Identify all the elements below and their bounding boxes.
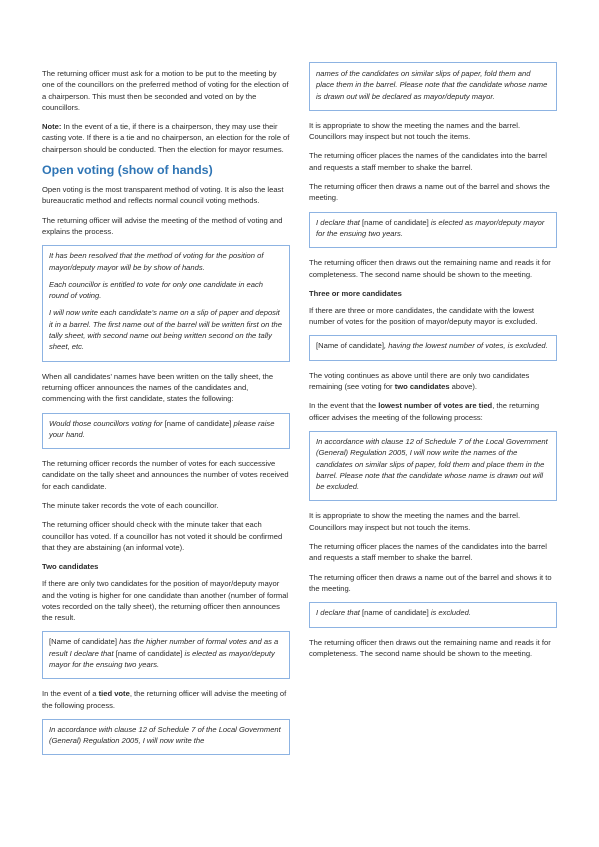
right-column: [309, 62, 557, 667]
script-text: I declare that: [316, 217, 363, 227]
script-box-clause-12-excluded: [309, 431, 557, 501]
script-box-lowest-votes: [309, 335, 557, 360]
script-text: please raise your hand.: [49, 418, 275, 439]
placeholder-text: [Name of candidate]: [49, 637, 117, 647]
paragraph-text: , the returning officer will advise the meeting of the following process.: [42, 689, 287, 710]
remaining-name-paragraph-2: The returning officer then draws out the remaining name and reads it for completeness. The second name should be shown to the meeting.: [309, 637, 551, 658]
show-names-paragraph-2: It is appropriate to show the meeting the names and the barrel. Councillors may inspect but not touch the items.: [309, 511, 521, 532]
script-line: names of the candidates on similar slips of paper, fold them and place them in the barrel. Please note that the candidate whose name is drawn out will be declared as mayor/deputy mayor.: [316, 69, 548, 101]
draw-paragraph: The returning officer then draws a name out of the barrel and shows the meeting.: [309, 182, 550, 203]
paragraph-text: above).: [449, 382, 477, 392]
draw-paragraph-2: The returning officer then draws a name out of the barrel and shows it to the meeting.: [309, 572, 552, 593]
paragraph-text: In the event of a: [42, 689, 99, 699]
bold-text: lowest number of votes are tied: [378, 401, 493, 411]
script-text: is elected as mayor/deputy mayor for the ensuing two years.: [49, 648, 275, 669]
note-label: Note:: [42, 122, 62, 132]
intro-paragraph: The returning officer must ask for a motion to be put to the meeting by one of the councillors on the preferred method of voting for the election of a chairperson. This must then be seconded and voted on by the councillors.: [42, 69, 289, 112]
placeholder-text: [Name of candidate]: [316, 341, 384, 351]
script-line: [316, 340, 550, 351]
script-line: [49, 636, 283, 670]
check-paragraph: The returning officer should check with the minute taker that each councillor has voted. If a councillor has not voted it should be confirmed that they are abstaining (an informal vote).: [42, 520, 283, 552]
script-line: It has been resolved that the method of voting for the position of mayor/deputy mayor will be by show of hands.: [49, 251, 264, 272]
script-box-elected: [309, 212, 557, 249]
note-paragraph: [42, 121, 290, 155]
method-paragraph: The returning officer will advise the meeting of the method of voting and explains the process.: [42, 215, 283, 236]
bold-text: two candidates: [394, 382, 450, 392]
script-text: Would those councillors voting for: [49, 418, 165, 428]
lowest-tied-paragraph: [309, 400, 557, 423]
script-box-excluded: [309, 602, 557, 627]
script-text: is excluded.: [428, 608, 471, 618]
script-line: [49, 418, 283, 441]
placeholder-text: [name of candidate]: [164, 418, 232, 428]
script-line: Each councillor is entitled to vote for only one candidate in each round of voting.: [49, 279, 264, 301]
records-paragraph: The returning officer records the number of votes for each successive candidate on the tally sheet and announces the number of votes received for each candidate.: [42, 459, 289, 491]
left-column: [42, 68, 290, 764]
paragraph-text: In the event that the: [309, 401, 379, 411]
show-names-paragraph: It is appropriate to show the meeting the names and the barrel. Councillors may inspect but not touch the items.: [309, 120, 521, 142]
tally-paragraph: When all candidates’ names have been written on the tally sheet, the returning officer announces the names of the candidates and, commencing with the first candidate, states the following:: [42, 371, 274, 404]
subheading-three-or-more: Three or more candidates: [309, 288, 402, 298]
paragraph-text: , the returning officer advises the meeting of the following process:: [309, 401, 540, 422]
two-candidates-paragraph: If there are only two candidates for the position of mayor/deputy mayor and the voting is higher for one candidate than another (number of formal votes recorded on the tally sheet), the returning officer then announces the result.: [42, 579, 289, 623]
script-box-raise-hand: [42, 413, 290, 450]
section-heading: Open voting (show of hands): [42, 163, 213, 178]
placeholder-text: [name of candidate]: [362, 217, 429, 227]
script-text: has the higher number of formal votes and as a result I declare that: [49, 637, 279, 658]
script-line: In accordance with clause 12 of Schedule 7 of the Local Government (General) Regulation 2005, I will now write the: [49, 724, 281, 746]
script-text: I declare that: [316, 608, 363, 618]
minute-taker-paragraph: The minute taker records the vote of each councillor.: [42, 501, 219, 511]
barrel-paragraph: The returning officer places the names of the candidates into the barrel and requests a staff member to shake the barrel.: [309, 151, 547, 172]
subheading-two-candidates: Two candidates: [42, 562, 99, 572]
script-line: [316, 607, 550, 618]
three-or-more-paragraph: If there are three or more candidates, the candidate with the lowest number of votes for the position of mayor/deputy mayor is excluded.: [309, 305, 538, 327]
remaining-name-paragraph: The returning officer then draws out the remaining name and reads it for completeness. The second name should be shown to the meeting.: [309, 258, 551, 279]
script-box-result: [42, 631, 290, 679]
voting-continues-paragraph: [309, 370, 557, 393]
script-text: , having the lowest number of votes, is excluded.: [383, 341, 548, 351]
script-box-clause-12: [42, 719, 290, 756]
script-line: I will now write each candidate’s name on a slip of paper and deposit it in a barrel. The first name out of the barrel will be written first on the tally sheet, with second name out being written second on the tally sheet, etc.: [49, 308, 282, 352]
tied-vote-paragraph: [42, 688, 290, 711]
open-voting-paragraph: Open voting is the most transparent method of voting. It is also the least bureaucratic method and reflects normal council voting methods.: [42, 185, 284, 206]
script-line: [316, 217, 550, 240]
barrel-paragraph-2: The returning officer places the names of the candidates into the barrel and requests a staff member to shake the barrel.: [309, 542, 547, 563]
note-text: In the event of a tie, if there is a chairperson, they may use their casting vote. If there is a tie and no chairperson, an election for the role of chairperson should be conducted. Then the election for mayor resumes.: [42, 122, 290, 154]
placeholder-text: [name of candidate]: [362, 608, 429, 618]
paragraph-text: The voting continues as above until there are only two candidates remaining (see voting for: [309, 370, 530, 392]
placeholder-text: [name of candidate]: [115, 648, 183, 658]
bold-text: tied vote: [98, 689, 130, 699]
script-text: is elected as mayor/deputy mayor for the ensuing two years.: [316, 217, 545, 238]
script-box-clause-12-continued: [309, 62, 557, 111]
script-line: In accordance with clause 12 of Schedule 7 of the Local Government (General) Regulation 2005, I will now write the names of the candidates on similar slips of paper, fold them and place them in the barrel. Please note that the candidate whose name is drawn out will be excluded.: [316, 436, 548, 492]
script-box-show-of-hands: [42, 245, 290, 361]
